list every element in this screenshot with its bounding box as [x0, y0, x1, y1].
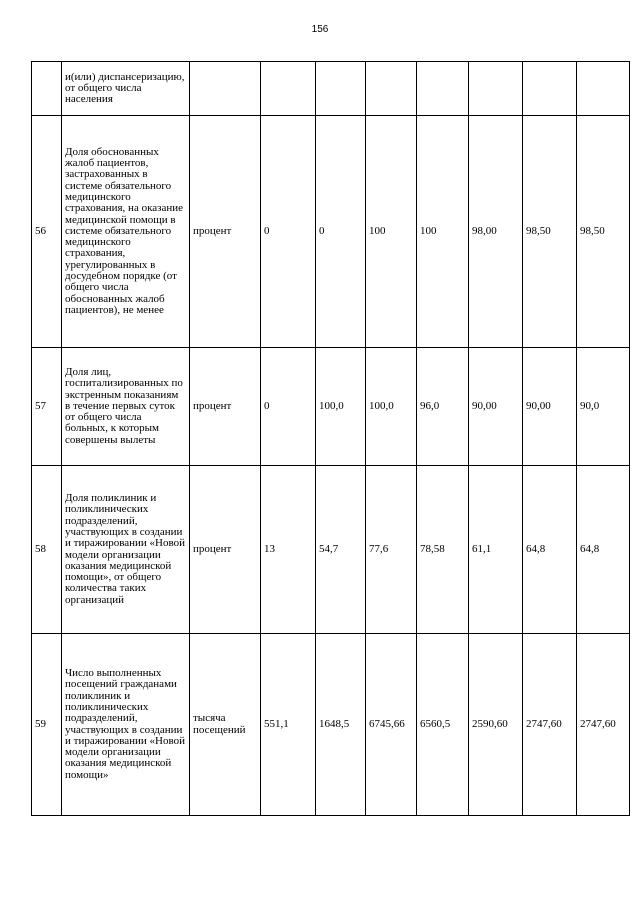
value-cell: 100,0 [366, 348, 417, 466]
indicator-name: Число выполненных посещений гражданами поликлиник и поликлинических подразделений, участвующих в создании и тиражировании «Новой модели организации оказания медицинской помощи» [62, 634, 190, 816]
indicators-table [31, 61, 630, 816]
value-cell: 90,00 [523, 348, 577, 466]
indicator-name: Доля обоснованных жалоб пациентов, застрахованных в системе обязательного медицинского страхования, на оказание медицинской помощи в системе обязательного медицинского страхования, урегулированных в досудебном порядке (от общего числа обоснованных жалоб пациентов), не менее [62, 116, 190, 348]
value-cell [417, 62, 469, 116]
value-cell: 0 [261, 348, 316, 466]
row-number: 56 [32, 116, 62, 348]
table-row [32, 466, 630, 634]
row-number: 58 [32, 466, 62, 634]
page-number: 156 [311, 24, 329, 35]
value-cell: 61,1 [469, 466, 523, 634]
value-cell [261, 62, 316, 116]
value-cell: 100,0 [316, 348, 366, 466]
value-cell: 13 [261, 466, 316, 634]
value-cell [469, 62, 523, 116]
table-row [32, 116, 630, 348]
value-cell: 100 [417, 116, 469, 348]
value-cell: 98,50 [523, 116, 577, 348]
value-cell: 2590,60 [469, 634, 523, 816]
row-number: 57 [32, 348, 62, 466]
value-cell: 98,50 [577, 116, 630, 348]
value-cell: 100 [366, 116, 417, 348]
value-cell: 6560,5 [417, 634, 469, 816]
unit-cell: процент [190, 116, 261, 348]
value-cell: 64,8 [523, 466, 577, 634]
table-row [32, 348, 630, 466]
value-cell: 96,0 [417, 348, 469, 466]
value-cell: 90,00 [469, 348, 523, 466]
table-row [32, 634, 630, 816]
value-cell: 64,8 [577, 466, 630, 634]
value-cell [523, 62, 577, 116]
value-cell: 0 [261, 116, 316, 348]
row-number [32, 62, 62, 116]
indicator-name: и(или) диспансеризацию, от общего числа населения [62, 62, 190, 116]
value-cell: 54,7 [316, 466, 366, 634]
indicator-name: Доля поликлиник и поликлинических подразделений, участвующих в создании и тиражировании «Новой модели организации оказания медицинской помощи», от общего количества таких организаций [62, 466, 190, 634]
value-cell [366, 62, 417, 116]
unit-cell: процент [190, 466, 261, 634]
value-cell: 0 [316, 116, 366, 348]
value-cell [316, 62, 366, 116]
row-number: 59 [32, 634, 62, 816]
value-cell: 90,0 [577, 348, 630, 466]
table-row [32, 62, 630, 116]
unit-cell: тысяча посещений [190, 634, 261, 816]
indicator-name: Доля лиц, госпитализированных по экстренным показаниям в течение первых суток от общего числа больных, к которым совершены вылеты [62, 348, 190, 466]
value-cell [577, 62, 630, 116]
unit-cell: процент [190, 348, 261, 466]
value-cell: 2747,60 [523, 634, 577, 816]
value-cell: 2747,60 [577, 634, 630, 816]
value-cell: 551,1 [261, 634, 316, 816]
value-cell: 6745,66 [366, 634, 417, 816]
value-cell: 1648,5 [316, 634, 366, 816]
value-cell: 78,58 [417, 466, 469, 634]
unit-cell [190, 62, 261, 116]
value-cell: 77,6 [366, 466, 417, 634]
value-cell: 98,00 [469, 116, 523, 348]
